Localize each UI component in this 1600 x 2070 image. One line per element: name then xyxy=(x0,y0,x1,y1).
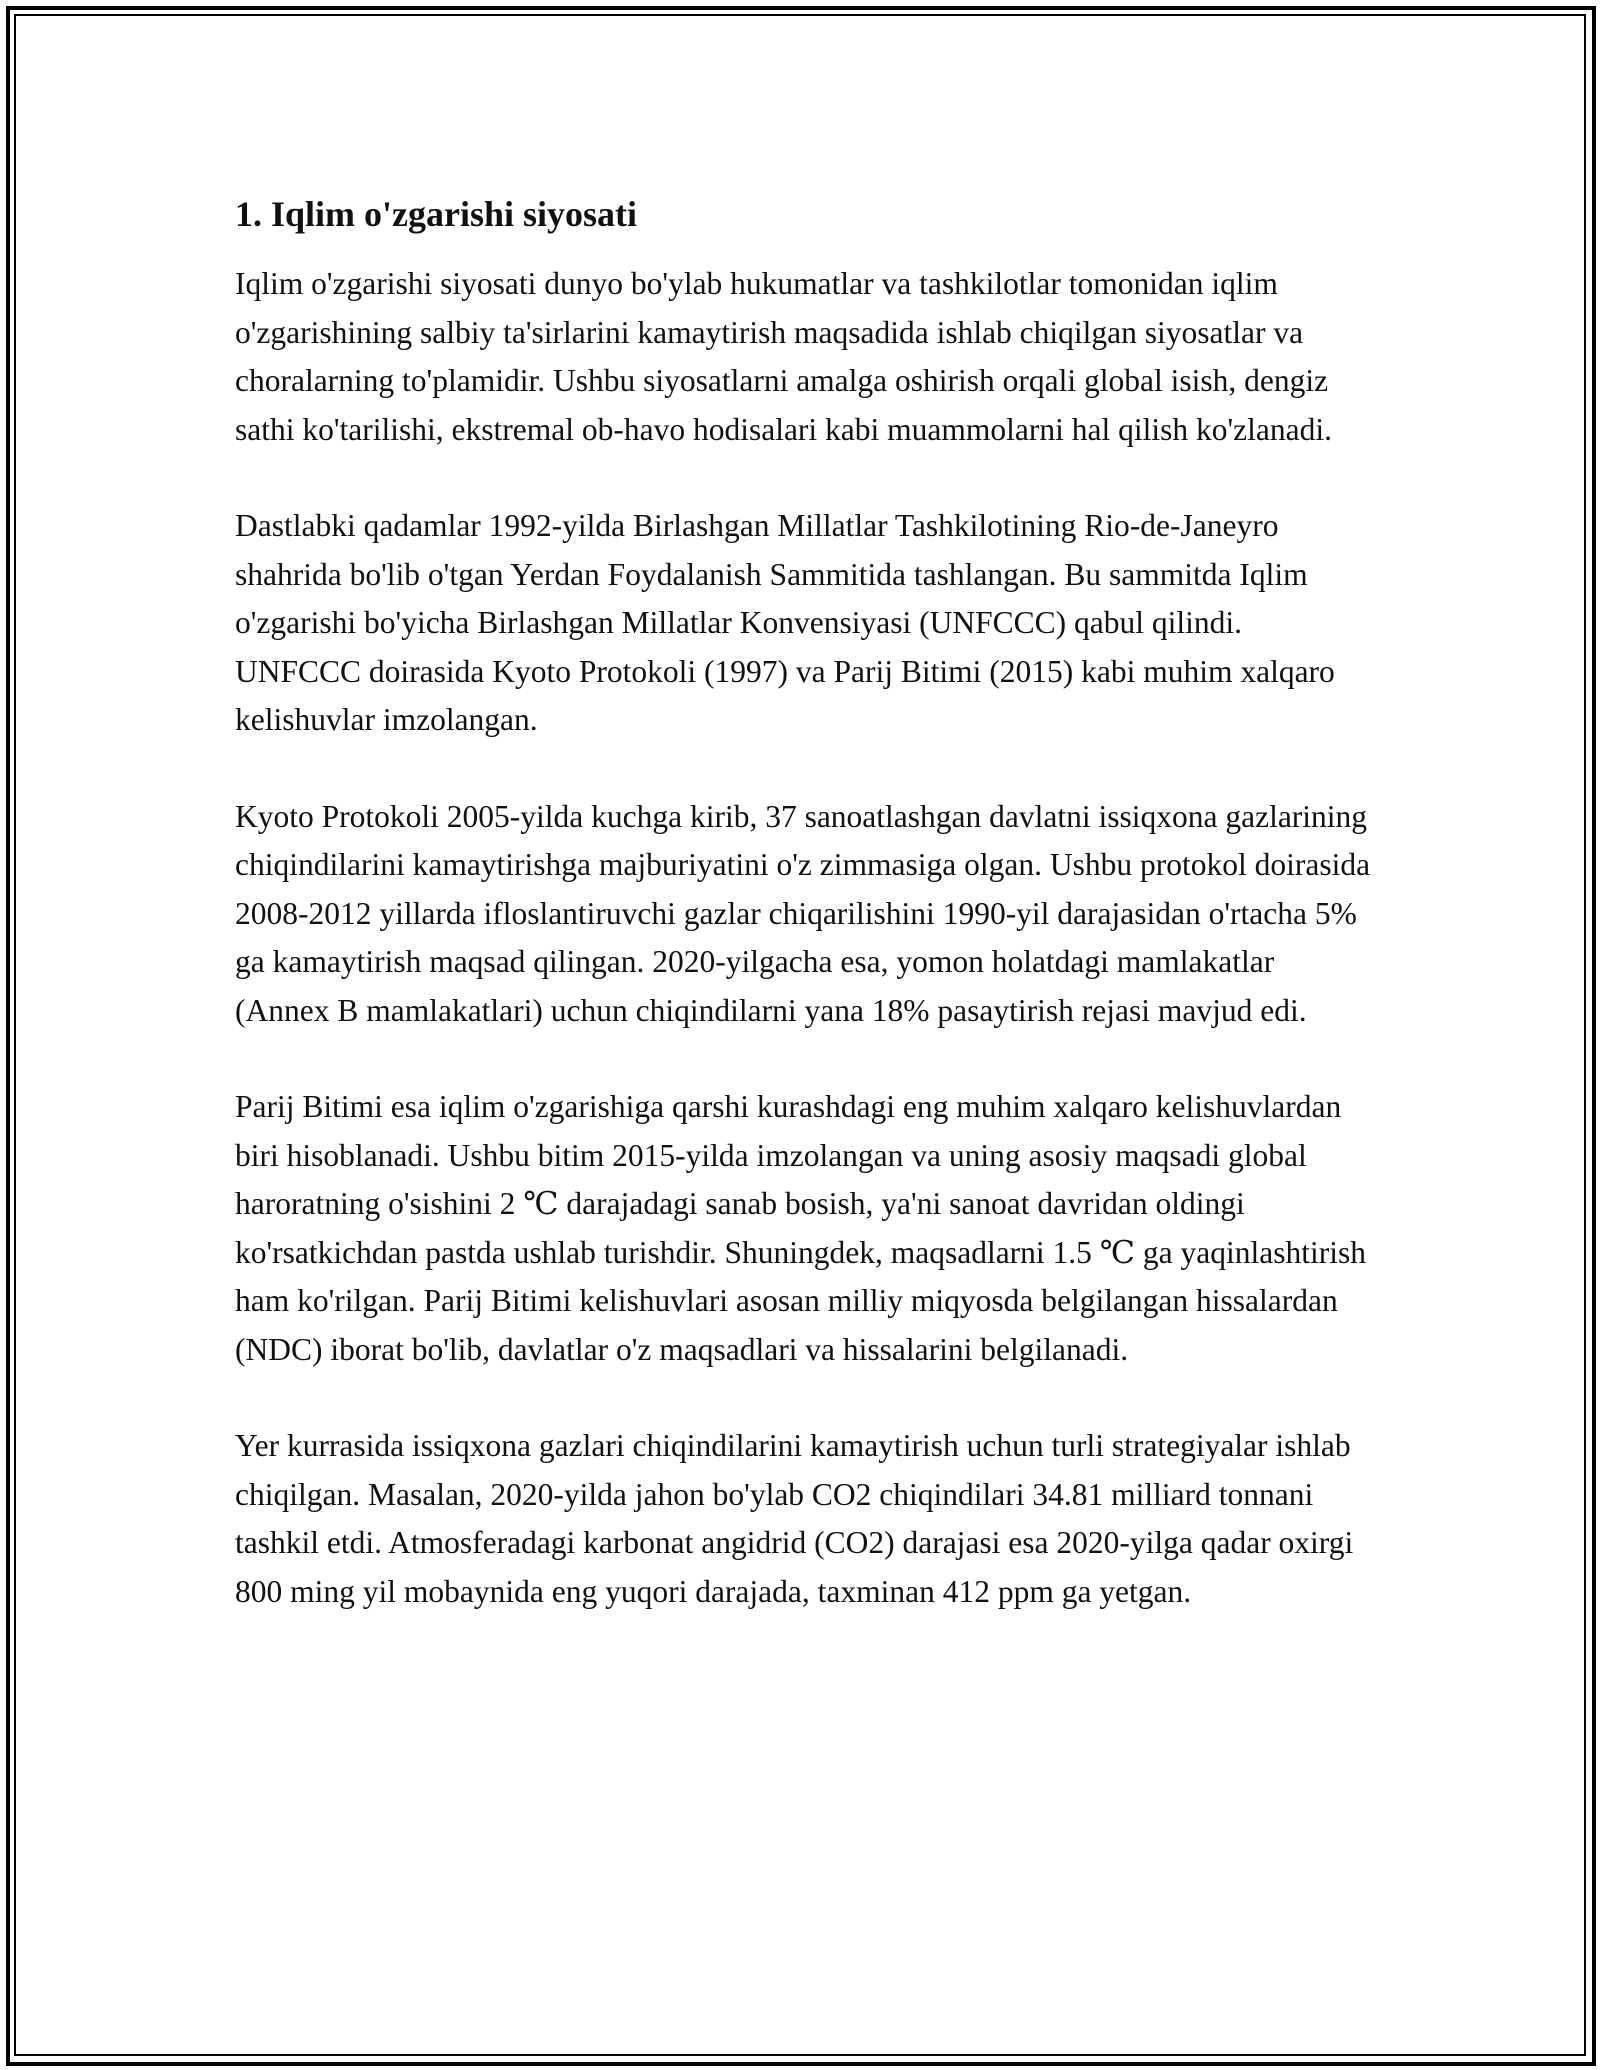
paragraph-4: Parij Bitimi esa iqlim o'zgarishiga qarshi kurashdagi eng muhim xalqaro kelishuvlardan biri hisoblanadi. Ushbu bitim 2015-yilda imzolangan va uning asosiy maqsadi global haroratning o'sishini 2 ℃ darajadagi sanab bosish, ya'ni sanoat davridan oldingi ko'rsatkichdan pastda ushlab turishdir. Shuningdek, maqsadlarni 1.5 ℃ ga yaqinlashtirish ham ko'rilgan. Parij Bitimi kelishuvlari asosan milliy miqyosda belgilangan hissalardan (NDC) iborat bo'lib, davlatlar o'z maqsadlari va hissalarini belgilanadi. xyxy=(235,1089,1366,1367)
paragraph-5: Yer kurrasida issiqxona gazlari chiqindilarini kamaytirish uchun turli strategiyalar ishlab chiqilgan. Masalan, 2020-yilda jahon bo'ylab CO2 chiqindilari 34.81 milliard tonnani tashkil etdi. Atmosferadagi karbonat angidrid (CO2) darajasi esa 2020-yilga qadar oxirgi 800 ming yil mobaynida eng yuqori darajada, taxminan 412 ppm ga yetgan. xyxy=(235,1428,1354,1609)
paragraph-3: Kyoto Protokoli 2005-yilda kuchga kirib, 37 sanoatlashgan davlatni issiqxona gazlarining chiqindilarini kamaytirishga majburiyatini o'z zimmasiga olgan. Ushbu protokol doirasida 2008-2012 yillarda ifloslantiruvchi gazlar chiqarilishini 1990-yil darajasidan o'rtacha 5% ga kamaytirish maqsad qilingan. 2020-yilgacha esa, yomon holatdagi mamlakatlar (Annex B mamlakatlari) uchun chiqindilarni yana 18% pasaytirish rejasi mavjud edi. xyxy=(235,798,1371,1028)
paragraph-1: Iqlim o'zgarishi siyosati dunyo bo'ylab hukumatlar va tashkilotlar tomonidan iqlim o'zgarishining salbiy ta'sirlarini kamaytirish maqsadida ishlab chiqilgan siyosatlar va choralarning to'plamidir. Ushbu siyosatlarni amalga oshirish orqali global isish, dengiz sathi ko'tarilishi, ekstremal ob-havo hodisalari kabi muammolarni hal qilish ko'zlanadi. xyxy=(235,266,1332,447)
paragraph-2: Dastlabki qadamlar 1992-yilda Birlashgan Millatlar Tashkilotining Rio-de-Janeyro shahrida bo'lib o'tgan Yerdan Foydalanish Sammitida tashlangan. Bu sammitda Iqlim o'zgarishi bo'yicha Birlashgan Millatlar Konvensiyasi (UNFCCC) qabul qilindi. UNFCCC doirasida Kyoto Protokoli (1997) va Parij Bitimi (2015) kabi muhim xalqaro kelishuvlar imzolangan. xyxy=(235,508,1335,737)
section-heading: 1. Iqlim o'zgarishi siyosati xyxy=(235,194,638,234)
document-body xyxy=(235,190,1375,1664)
